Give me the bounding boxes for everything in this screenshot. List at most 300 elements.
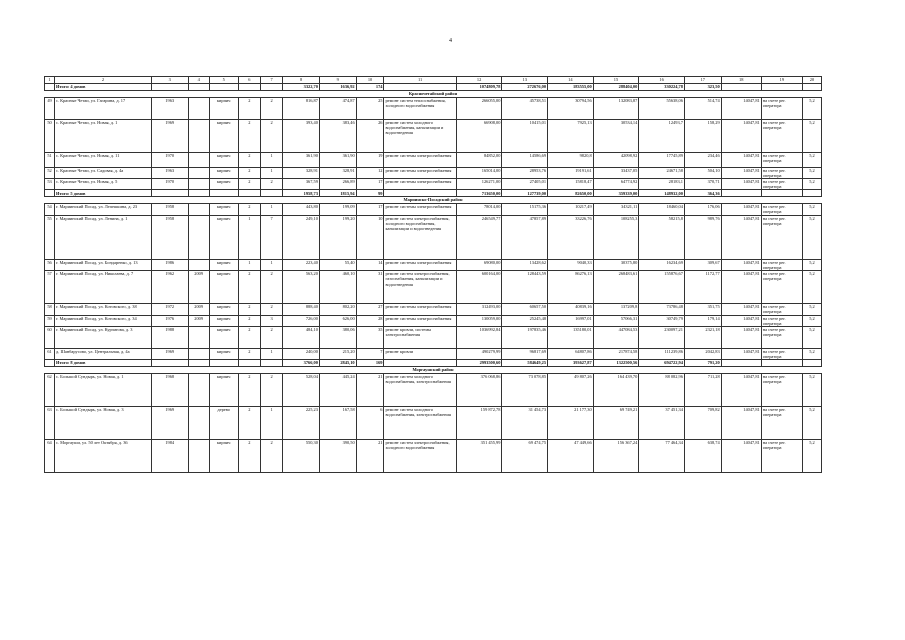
table-cell: 6 (356, 406, 384, 439)
table-cell: 7 (260, 216, 282, 260)
table-cell: 393627,87 (548, 359, 594, 366)
table-cell: на счете рег. оператора (761, 315, 802, 326)
table-cell: 361,90 (319, 153, 356, 168)
table-cell: д. Шанбарусово, ул. Центральная, д. 4а (55, 348, 152, 359)
table-cell: 726,00 (283, 315, 320, 326)
table-cell: ремонт систем электроснабжения, холодного водоснабжения, канализации и водоотведения (384, 216, 456, 260)
table-cell: кирпич (209, 348, 238, 359)
table-row (45, 315, 822, 326)
table-row (45, 204, 822, 216)
table-cell: 2845,10 (319, 359, 356, 366)
table-cell: 383,46 (319, 120, 356, 153)
table-row (45, 271, 822, 304)
table-row (45, 98, 822, 120)
table-cell: 791,20 (684, 359, 721, 366)
table-cell: Итого: 5 домов (55, 190, 152, 197)
table-cell: 14047,81 (721, 326, 761, 348)
table-cell: 694722,94 (639, 359, 685, 366)
column-number: 12 (456, 77, 502, 84)
column-number: 7 (260, 77, 282, 84)
table-cell: 351 455,99 (456, 439, 502, 472)
table-cell: 223,40 (283, 260, 320, 271)
table-cell: 7 (356, 348, 384, 359)
table-cell: 47857,89 (502, 216, 548, 260)
table-cell: 2 (238, 406, 260, 439)
subtotal-row (45, 359, 822, 366)
table-cell: с. Красные Четаи, ул. Новая, д. 11 (55, 153, 152, 168)
table-cell: на счете рег. оператора (761, 216, 802, 260)
table-cell: 2 (238, 326, 260, 348)
table-cell: 12493,7 (639, 120, 685, 153)
table-cell: 18460,04 (639, 204, 685, 216)
table-cell: 474,87 (319, 98, 356, 120)
table-cell: 3766,00 (283, 359, 320, 366)
table-cell: на счете рег. оператора (761, 204, 802, 216)
table-cell: 5,2 (802, 304, 821, 315)
table-cell: 1036992,84 (456, 326, 502, 348)
table-cell: 128443,59 (502, 271, 548, 304)
table-cell: 1 (238, 260, 260, 271)
table-cell: 1172,77 (684, 271, 721, 304)
table-cell: 14047,81 (721, 373, 761, 406)
table-cell: ремонт системы электроснабжения (384, 168, 456, 179)
table-cell: 176,06 (684, 204, 721, 216)
table-cell: 14047,81 (721, 98, 761, 120)
table-cell: 2 (260, 98, 282, 120)
table-cell: на счете рег. оператора (761, 326, 802, 348)
table-cell: 2 (238, 168, 260, 179)
table-cell: 2 (260, 179, 282, 190)
table-cell: г. Мариинский Посад, ул. Курчатова, д. 3 (55, 326, 152, 348)
column-number: 19 (761, 77, 802, 84)
table-cell: 5,2 (802, 179, 821, 190)
table-cell (188, 120, 209, 153)
table-cell (802, 359, 821, 366)
table-cell: кирпич (209, 153, 238, 168)
table-cell: 802,20 (319, 304, 356, 315)
table-cell: 1 (260, 168, 282, 179)
table-cell: 266,89 (319, 179, 356, 190)
table-cell: 183555,00 (548, 84, 594, 91)
table-cell: 528,04 (283, 373, 320, 406)
table-cell: 1958 (151, 216, 188, 260)
table-cell (188, 84, 209, 91)
table-cell: на счете рег. оператора (761, 153, 802, 168)
table-cell: 108255,3 (593, 216, 639, 260)
table-cell: 1969 (151, 406, 188, 439)
table-cell: на счете рег. оператора (761, 168, 802, 179)
table-cell: 443,80 (283, 204, 320, 216)
table-cell: 5,2 (802, 153, 821, 168)
table-cell: 199,20 (319, 216, 356, 260)
table-cell: 1976 (151, 315, 188, 326)
page-number: 4 (449, 38, 452, 44)
table-cell: 17 (356, 179, 384, 190)
table-cell: 25245,48 (502, 315, 548, 326)
table-cell: 888,40 (283, 304, 320, 315)
table-cell: 5,2 (802, 348, 821, 359)
table-cell: 13428,62 (502, 260, 548, 271)
table-cell (188, 190, 209, 197)
table-cell: 14047,81 (721, 315, 761, 326)
table-cell: 199,09 (319, 204, 356, 216)
table-cell: 49 807,26 (548, 373, 594, 406)
table-cell: г. Мариинский Посад, ул. Лепешкина, д. 23 (55, 204, 152, 216)
table-cell: 359339,00 (593, 190, 639, 197)
table-cell: с. Красные Четаи, ул. Гагарина, д. 17 (55, 98, 152, 120)
table-cell: 33437,05 (593, 168, 639, 179)
table-cell: 19191,61 (548, 168, 594, 179)
table-cell: 62 (45, 373, 55, 406)
table-cell (188, 348, 209, 359)
table-cell: 2009 (188, 315, 209, 326)
column-number: 6 (238, 77, 260, 84)
table-cell: 2 (238, 373, 260, 406)
table-cell: 21 (356, 439, 384, 472)
table-cell (45, 190, 55, 197)
table-cell: 328,91 (319, 168, 356, 179)
table-cell: 7925,13 (548, 120, 594, 153)
table-row (45, 373, 822, 406)
table-cell: 78014,00 (456, 204, 502, 216)
table-cell: кирпич (209, 271, 238, 304)
table-cell: 380,06 (319, 326, 356, 348)
table-cell: 2 (238, 153, 260, 168)
table-cell: 5,2 (802, 216, 821, 260)
table-cell: 42098,92 (593, 153, 639, 168)
table-cell: на счете рег. оператора (761, 348, 802, 359)
table-cell: 215,20 (319, 348, 356, 359)
table-cell: 10 (356, 216, 384, 260)
column-number: 5 (209, 77, 238, 84)
table-cell: 59 (45, 315, 55, 326)
table-cell: кирпич (209, 326, 238, 348)
table-cell (151, 190, 188, 197)
table-cell: 10217,49 (548, 204, 594, 216)
table-cell: ремонт системы электроснабжения (384, 179, 456, 190)
table-cell: 240,00 (283, 348, 320, 359)
table-cell: 1 (260, 260, 282, 271)
table-cell (384, 84, 456, 91)
table-cell: 638,74 (684, 439, 721, 472)
table-cell: 17745,89 (639, 153, 685, 168)
table-cell: 137209,8 (593, 304, 639, 315)
table-cell: 1958,73 (283, 190, 320, 197)
table-cell: 1 (238, 216, 260, 260)
table-cell: 73 078,85 (502, 373, 548, 406)
table-cell: на счете рег. оператора (761, 98, 802, 120)
table-cell: 563,20 (283, 271, 320, 304)
table-cell: 25 (356, 98, 384, 120)
table-cell: 127739,00 (502, 190, 548, 197)
table-cell: кирпич (209, 373, 238, 406)
table-cell: 12 (356, 168, 384, 179)
column-number: 8 (283, 77, 320, 84)
table-cell: 126271,00 (456, 179, 502, 190)
table-cell (761, 359, 802, 366)
table-cell: 217874,58 (593, 348, 639, 359)
table-cell: 16234,69 (639, 260, 685, 271)
column-number: 2 (55, 77, 152, 84)
table-cell: 2993500,60 (456, 359, 502, 366)
table-cell: ремонт системы электроснабжения (384, 315, 456, 326)
table-cell: 5,2 (802, 168, 821, 179)
table-row (45, 304, 822, 315)
table-cell (209, 190, 238, 197)
table-cell (151, 359, 188, 366)
table-cell (721, 84, 761, 91)
table-cell: 460,10 (319, 271, 356, 304)
table-cell: 55,40 (319, 260, 356, 271)
table-cell (45, 359, 55, 366)
table-cell: 2 (238, 98, 260, 120)
table-cell (721, 190, 761, 197)
table-cell: с. Моргауши, ул. 50 лет Октября, д. 36 (55, 439, 152, 472)
table-cell: 230097,21 (639, 326, 685, 348)
table-cell: 14047,81 (721, 168, 761, 179)
table-cell: 390,50 (319, 439, 356, 472)
table-cell: 1958 (151, 204, 188, 216)
table-cell: 21 177,30 (548, 406, 594, 439)
table-cell: 148932,00 (639, 190, 685, 197)
table-cell: 165014,00 (456, 168, 502, 179)
table-cell: 30375,80 (593, 260, 639, 271)
table-cell: 288404,00 (593, 84, 639, 91)
table-cell (188, 260, 209, 271)
table-cell: 53 (45, 179, 55, 190)
table-cell: 60 (45, 326, 55, 348)
table-cell: 323,50 (684, 84, 721, 91)
table-cell: 49 (45, 98, 55, 120)
table-cell: 1963 (151, 98, 188, 120)
table-cell: 5,2 (802, 204, 821, 216)
column-number: 14 (548, 77, 594, 84)
table-cell: ремонт кровли, системы электроснабжения (384, 326, 456, 348)
table-cell: 816,87 (283, 98, 320, 120)
housing-repair-table (44, 76, 822, 473)
table-cell (188, 439, 209, 472)
table-cell: 15175,36 (502, 204, 548, 216)
table-cell (761, 84, 802, 91)
table-cell (188, 326, 209, 348)
table-cell: 5,2 (802, 315, 821, 326)
table-cell: ремонт систем холодного водоснабжения, электроснабжения (384, 406, 456, 439)
district-heading-row (45, 91, 822, 98)
table-cell: 2042,83 (684, 348, 721, 359)
column-number: 17 (684, 77, 721, 84)
table-cell: 367,59 (283, 179, 320, 190)
table-cell: 14 (356, 260, 384, 271)
table-cell: 1 (260, 153, 282, 168)
table-cell: 99 (356, 190, 384, 197)
table-cell (188, 168, 209, 179)
table-cell: 5,2 (802, 439, 821, 472)
column-number: 10 (356, 77, 384, 84)
table-cell: 14047,81 (721, 120, 761, 153)
table-cell: 2 (260, 439, 282, 472)
table-row (45, 120, 822, 153)
table-cell: 2 (260, 271, 282, 304)
table-cell: 28953,76 (502, 168, 548, 179)
table-cell: 14047,81 (721, 153, 761, 168)
table-row (45, 439, 822, 472)
table-cell: 234,46 (684, 153, 721, 168)
table-cell: 5,2 (802, 326, 821, 348)
table-cell (188, 406, 209, 439)
table-cell (238, 359, 260, 366)
table-cell: г. Мариинский Посад, ул. Николаева, д. 7 (55, 271, 152, 304)
table-cell: ремонт систем электроснабжения, холодного водоснабжения (384, 439, 456, 472)
table-cell: 490279,99 (456, 348, 502, 359)
table-cell: 28 (356, 315, 384, 326)
table-cell: 14047,81 (721, 439, 761, 472)
district-name: Моргаушский район (45, 366, 822, 373)
column-number: 20 (802, 77, 821, 84)
table-cell: 111239,86 (639, 348, 685, 359)
table-cell: 174 (356, 84, 384, 91)
table-cell: 51 (45, 153, 55, 168)
column-number: 4 (188, 77, 209, 84)
table-row (45, 326, 822, 348)
table-cell (238, 84, 260, 91)
district-name: Красночетайский район (45, 91, 822, 98)
table-cell: 9820,8 (548, 153, 594, 168)
table-cell: 2 (238, 204, 260, 216)
table-cell: на счете рег. оператора (761, 179, 802, 190)
table-cell: 64 (45, 439, 55, 472)
table-cell: 5,2 (802, 120, 821, 153)
table-cell: 35 (356, 326, 384, 348)
table-cell: 33226,76 (548, 216, 594, 260)
table-cell: 351,75 (684, 304, 721, 315)
table-cell: 309,67 (684, 260, 721, 271)
table-cell: ремонт систем теплоснабжения, холодного водоснабжения (384, 98, 456, 120)
table-cell (45, 84, 55, 91)
table-cell: 2321,18 (684, 326, 721, 348)
table-cell: 30534,14 (593, 120, 639, 153)
table-cell (188, 179, 209, 190)
district-heading-row (45, 366, 822, 373)
table-cell: 600164,00 (456, 271, 502, 304)
table-cell: кирпич (209, 216, 238, 260)
table-row (45, 179, 822, 190)
column-number: 16 (639, 77, 685, 84)
table-cell: на счете рег. оператора (761, 120, 802, 153)
table-cell: 155876,67 (639, 271, 685, 304)
table-cell: 14047,81 (721, 260, 761, 271)
table-cell: с. Красные Четаи, ул. Новая, д. 1 (55, 120, 152, 153)
table-cell: 225,23 (283, 406, 320, 439)
table-cell: 17 (356, 204, 384, 216)
table-cell (188, 153, 209, 168)
table-cell: 364,36 (684, 190, 721, 197)
table-cell: 2 (238, 304, 260, 315)
table-cell: 69 749,21 (593, 406, 639, 439)
table-cell: 167,58 (319, 406, 356, 439)
table-cell: 312493,00 (456, 304, 502, 315)
table-cell: 37 451,34 (639, 406, 685, 439)
table-cell: 328,91 (283, 168, 320, 179)
table-cell: 1963 (151, 168, 188, 179)
table-cell: ремонт системы электроснабжения (384, 153, 456, 168)
table-cell: 159 872,78 (456, 406, 502, 439)
table-cell: 1 (260, 204, 282, 216)
table-cell: 1962 (151, 271, 188, 304)
table-cell: ремонт систем электроснабжения, газоснабжения, канализации и водоотведения (384, 271, 456, 304)
table-row (45, 406, 822, 439)
table-cell: 31 (356, 271, 384, 304)
table-cell: 989,76 (684, 216, 721, 260)
table-cell: 21 (356, 373, 384, 406)
table-cell: 57 (45, 271, 55, 304)
table-cell: 40839,16 (548, 304, 594, 315)
column-number: 18 (721, 77, 761, 84)
table-cell: 86276,13 (548, 271, 594, 304)
table-cell: 52 (45, 168, 55, 179)
table-cell: 2 (238, 439, 260, 472)
column-number: 9 (319, 77, 356, 84)
table-cell: 30794,56 (548, 98, 594, 120)
table-cell: 1 (260, 348, 282, 359)
table-cell: 447084,53 (593, 326, 639, 348)
table-cell: 164 439,70 (593, 373, 639, 406)
table-cell: 268483,61 (593, 271, 639, 304)
table-cell: 266055,00 (456, 98, 502, 120)
subtotal-row (45, 190, 822, 197)
table-cell (384, 190, 456, 197)
table-cell: 14047,81 (721, 406, 761, 439)
table-cell: 1969 (151, 348, 188, 359)
table-cell: 249,10 (283, 216, 320, 260)
table-cell (151, 84, 188, 91)
column-number: 1 (45, 77, 55, 84)
table-cell (260, 84, 282, 91)
table-cell: 2009 (188, 271, 209, 304)
table-cell: кирпич (209, 98, 238, 120)
table-cell: 63 (45, 406, 55, 439)
table-cell: дерево (209, 406, 238, 439)
table-cell: 156 367,24 (593, 439, 639, 472)
table-cell: на счете рег. оператора (761, 373, 802, 406)
table-cell: 246549,77 (456, 216, 502, 260)
table-cell: 1970 (151, 179, 188, 190)
table-row (45, 216, 822, 260)
table-cell: 14586,69 (502, 153, 548, 168)
table-cell: 82650,00 (548, 190, 594, 197)
table-cell: ремонт кровли (384, 348, 456, 359)
table-cell: 197835,46 (502, 326, 548, 348)
table-cell: Итого: 4 домов (55, 84, 152, 91)
table-cell: 272676,00 (502, 84, 548, 91)
table-cell: Итого: 8 домов (55, 359, 152, 366)
table-cell: 5,2 (802, 406, 821, 439)
table-cell: 1988 (151, 326, 188, 348)
table-cell: 1074809,78 (456, 84, 502, 91)
table-cell: 330224,78 (639, 84, 685, 91)
table-cell: ремонт системы электроснабжения (384, 260, 456, 271)
table-cell: ремонт систем холодного водоснабжения, канализации и водоотведения (384, 120, 456, 153)
table-cell: с. Красные Четаи, ул. Новая, д. 5 (55, 179, 152, 190)
table-cell: 84852,00 (456, 153, 502, 168)
table-cell: 66908,00 (456, 120, 502, 153)
table-cell: 584649,25 (502, 359, 548, 366)
table-cell (188, 359, 209, 366)
table-cell: 2 (238, 179, 260, 190)
table-cell: кирпич (209, 304, 238, 315)
table-cell: кирпич (209, 120, 238, 153)
table-row (45, 168, 822, 179)
table-cell: 73786,48 (639, 304, 685, 315)
